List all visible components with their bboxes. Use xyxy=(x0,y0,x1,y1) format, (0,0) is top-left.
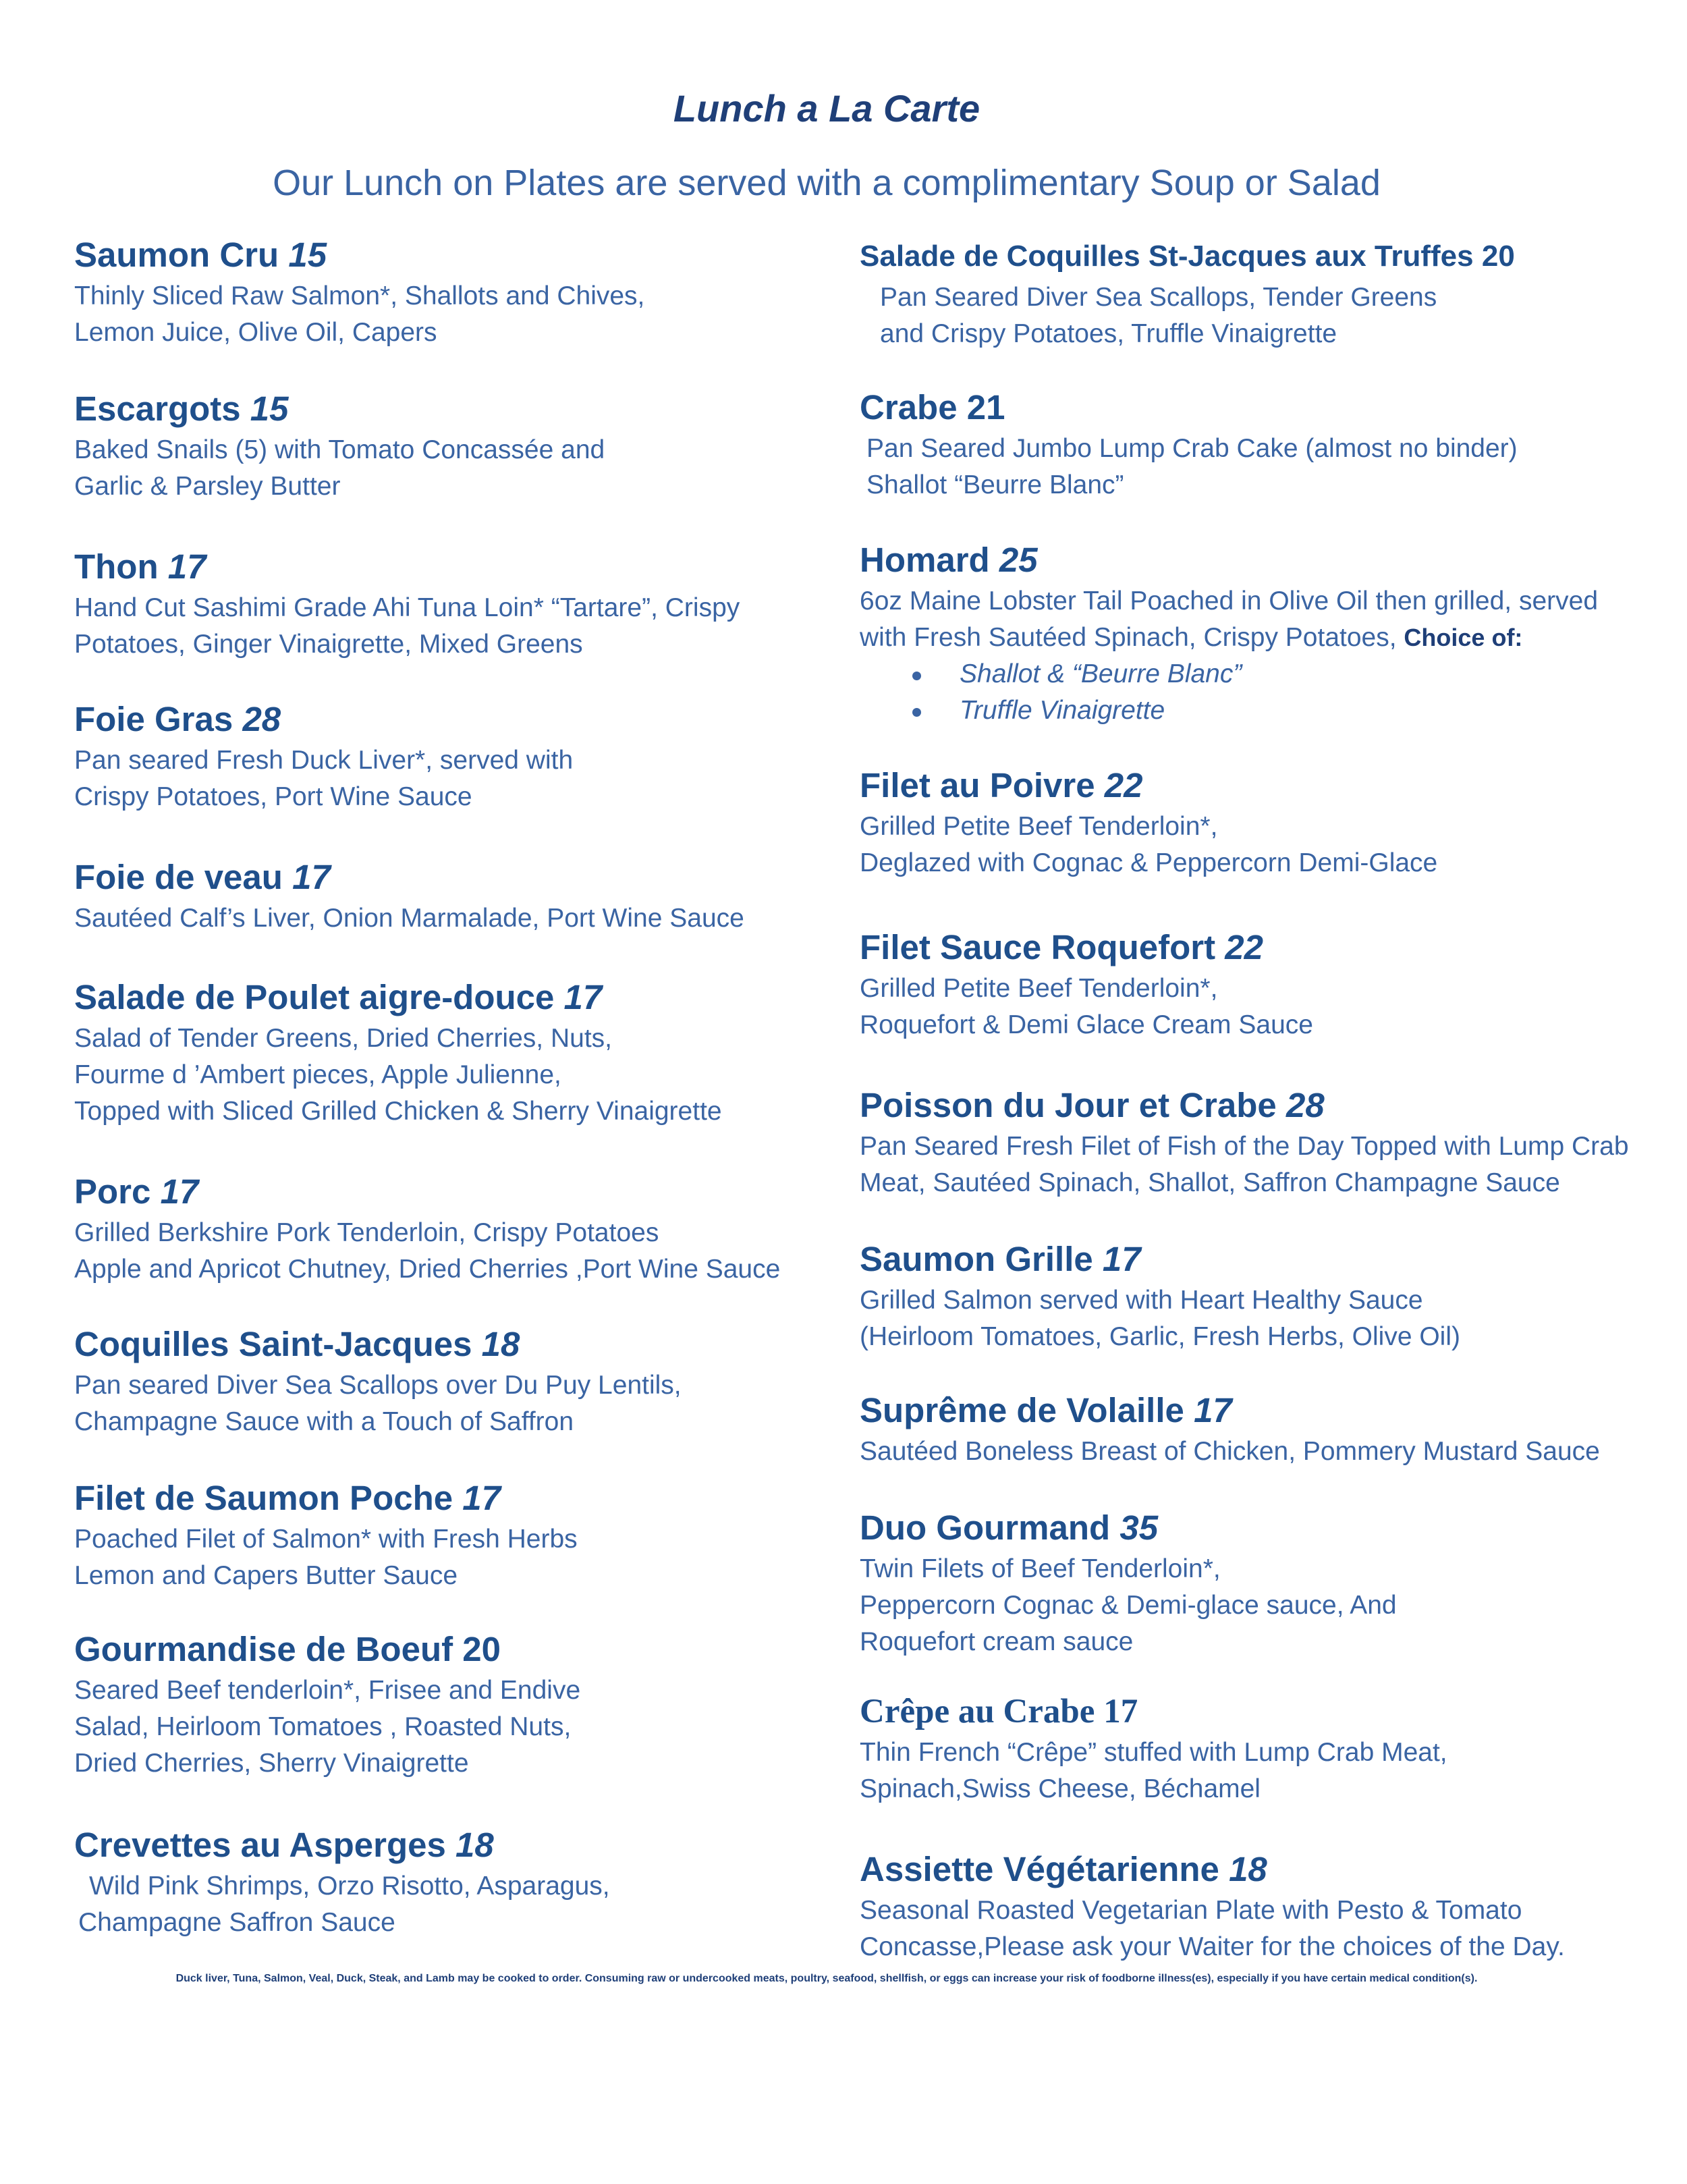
menu-item-filet-au-poivre xyxy=(860,763,1437,881)
choice-label: Choice of: xyxy=(1404,624,1523,651)
item-description-line: Baked Snails (5) with Tomato Concassée and xyxy=(74,435,605,464)
item-description-line: Grilled Berkshire Pork Tenderloin, Crispy Potatoes xyxy=(74,1218,659,1247)
item-price: 20 xyxy=(462,1630,501,1668)
item-description-line: Dried Cherries, Sherry Vinaigrette xyxy=(74,1749,469,1778)
item-name: Crabe xyxy=(860,388,958,427)
item-price: 15 xyxy=(250,389,289,428)
item-description-line: Champagne Sauce with a Touch of Saffron xyxy=(74,1407,574,1436)
disclaimer: Duck liver, Tuna, Salmon, Veal, Duck, Steak, and Lamb may be cooked to order. Consuming raw or undercooked meats, poultry, seafood, shellfish, or eggs can increase your risk of foodborne illness(es), especially if you have certain medical condition(s). xyxy=(175,1973,1478,1984)
item-description-line: Sautéed Boneless Breast of Chicken, Pommery Mustard Sauce xyxy=(860,1437,1600,1466)
item-description-line: and Crispy Potatoes, Truffle Vinaigrette xyxy=(880,319,1337,348)
item-description-line: Twin Filets of Beef Tenderloin*, xyxy=(860,1554,1221,1583)
item-description-line: Thinly Sliced Raw Salmon*, Shallots and Chives, xyxy=(74,281,645,310)
item-price: 28 xyxy=(242,700,281,738)
bullet-icon xyxy=(912,708,921,717)
item-name: Filet de Saumon Poche xyxy=(74,1479,453,1517)
item-price: 20 xyxy=(1481,240,1515,273)
item-price: 17 xyxy=(1194,1391,1232,1429)
menu-item-filet-sauce-roquefort xyxy=(860,925,1313,1043)
menu-item-crepe-au-crabe xyxy=(860,1689,1447,1807)
item-name: Suprême de Volaille xyxy=(860,1391,1184,1429)
menu-item-assiette-vegetarienne xyxy=(860,1847,1565,1965)
menu-item-salade-de-coquilles xyxy=(860,234,1515,352)
item-description-line: Roquefort & Demi Glace Cream Sauce xyxy=(860,1010,1313,1039)
item-description-line: Fourme d ’Ambert pieces, Apple Julienne, xyxy=(74,1060,561,1089)
menu-item-foie-de-veau xyxy=(74,854,744,937)
item-description-line: with Fresh Sautéed Spinach, Crispy Potatoes, xyxy=(860,623,1397,652)
item-description-line: Peppercorn Cognac & Demi-glace sauce, And xyxy=(860,1591,1397,1620)
page-title: Lunch a La Carte xyxy=(673,87,980,130)
item-description-line: Potatoes, Ginger Vinaigrette, Mixed Greens xyxy=(74,630,583,659)
item-price: 17 xyxy=(167,547,206,586)
item-name: Thon xyxy=(74,547,159,586)
item-description-line: Garlic & Parsley Butter xyxy=(74,472,341,501)
item-description-line: Pan seared Diver Sea Scallops over Du Puy Lentils, xyxy=(74,1371,682,1400)
item-description-line: Crispy Potatoes, Port Wine Sauce xyxy=(74,782,472,811)
menu-item-poisson-du-jour xyxy=(860,1083,1629,1201)
item-name: Filet Sauce Roquefort xyxy=(860,928,1216,966)
item-description-line: Deglazed with Cognac & Peppercorn Demi-Glace xyxy=(860,848,1438,877)
item-price: 21 xyxy=(966,388,1005,427)
item-description-line: Champagne Saffron Sauce xyxy=(78,1908,395,1937)
item-name: Foie de veau xyxy=(74,858,283,896)
item-description-line: Grilled Petite Beef Tenderloin*, xyxy=(860,974,1218,1003)
list-item: Shallot & “Beurre Blanc” xyxy=(860,656,1598,692)
item-name: Assiette Végétarienne xyxy=(860,1850,1219,1888)
item-price: 18 xyxy=(481,1325,520,1363)
item-description-line: Salad, Heirloom Tomatoes , Roasted Nuts, xyxy=(74,1712,572,1741)
item-name: Gourmandise de Boeuf xyxy=(74,1630,453,1668)
item-description-line: Apple and Apricot Chutney, Dried Cherries ,Port Wine Sauce xyxy=(74,1255,781,1284)
menu-item-saumon-grille xyxy=(860,1236,1460,1355)
bullet-icon xyxy=(912,672,921,680)
item-price: 17 xyxy=(563,978,603,1016)
item-price: 17 xyxy=(462,1479,501,1517)
item-description-line: Thin French “Crêpe” stuffed with Lump Crab Meat, xyxy=(860,1738,1447,1767)
item-name: Filet au Poivre xyxy=(860,766,1095,804)
item-description-line: Topped with Sliced Grilled Chicken & Sherry Vinaigrette xyxy=(74,1097,722,1126)
item-price: 35 xyxy=(1119,1508,1159,1547)
item-description-line: Salad of Tender Greens, Dried Cherries, Nuts, xyxy=(74,1024,612,1053)
item-name: Crêpe au Crabe xyxy=(860,1693,1095,1730)
item-description-line: Roquefort cream sauce xyxy=(860,1627,1134,1656)
item-description-line: Hand Cut Sashimi Grade Ahi Tuna Loin* “Tartare”, Crispy xyxy=(74,593,740,622)
item-name: Porc xyxy=(74,1172,151,1211)
page-subtitle: Our Lunch on Plates are served with a complimentary Soup or Salad xyxy=(273,163,1381,203)
item-description-line: Poached Filet of Salmon* with Fresh Herbs xyxy=(74,1525,578,1554)
menu-item-crabe xyxy=(860,385,1518,503)
item-description-line: Wild Pink Shrimps, Orzo Risotto, Asparagus, xyxy=(89,1872,610,1901)
item-name: Coquilles Saint-Jacques xyxy=(74,1325,472,1363)
item-price: 17 xyxy=(160,1172,199,1211)
item-price: 25 xyxy=(999,541,1038,579)
item-description-line: Spinach,Swiss Cheese, Béchamel xyxy=(860,1774,1261,1803)
menu-item-gourmandise-de-boeuf xyxy=(74,1627,580,1782)
item-name: Poisson du Jour et Crabe xyxy=(860,1086,1277,1124)
item-name: Homard xyxy=(860,541,990,579)
menu-item-thon xyxy=(74,544,740,663)
item-price: 17 xyxy=(1103,1693,1138,1730)
item-price: 15 xyxy=(288,236,327,274)
item-description-line: Pan Seared Jumbo Lump Crab Cake (almost no binder) xyxy=(866,434,1518,463)
item-description-line: Concasse,Please ask your Waiter for the choices of the Day. xyxy=(860,1932,1565,1961)
item-description-line: Pan Seared Diver Sea Scallops, Tender Greens xyxy=(880,283,1437,312)
item-description-line: (Heirloom Tomatoes, Garlic, Fresh Herbs, Olive Oil) xyxy=(860,1322,1460,1351)
item-name: Saumon Grille xyxy=(860,1240,1093,1278)
item-price: 28 xyxy=(1285,1086,1325,1124)
item-description-line: Shallot “Beurre Blanc” xyxy=(866,470,1124,499)
item-price: 17 xyxy=(292,858,331,896)
menu-item-porc xyxy=(74,1169,780,1288)
item-name: Duo Gourmand xyxy=(860,1508,1111,1547)
menu-item-homard xyxy=(860,537,1598,729)
item-name: Saumon Cru xyxy=(74,236,279,274)
options-list xyxy=(860,656,1598,729)
item-name: Crevettes au Asperges xyxy=(74,1826,446,1864)
menu-item-saumon-cru xyxy=(74,232,644,351)
item-description-line: Lemon and Capers Butter Sauce xyxy=(74,1561,458,1590)
item-price: 18 xyxy=(1229,1850,1267,1888)
menu-item-foie-gras xyxy=(74,697,573,815)
item-description-line: Pan seared Fresh Duck Liver*, served with xyxy=(74,746,574,775)
item-description-line: Grilled Petite Beef Tenderloin*, xyxy=(860,812,1218,841)
item-price: 17 xyxy=(1102,1240,1141,1278)
item-price: 18 xyxy=(455,1826,494,1864)
menu-item-supreme-de-volaille xyxy=(860,1388,1600,1470)
menu-item-duo-gourmand xyxy=(860,1505,1397,1660)
menu-item-crevettes-au-asperges xyxy=(74,1822,610,1941)
menu-item-filet-de-saumon-poche xyxy=(74,1475,578,1594)
item-price: 22 xyxy=(1104,766,1143,804)
item-name: Salade de Poulet aigre-douce xyxy=(74,978,555,1016)
item-description-line: Pan Seared Fresh Filet of Fish of the Day Topped with Lump Crab xyxy=(860,1132,1629,1161)
menu-item-salade-de-poulet xyxy=(74,975,722,1130)
item-description-line: Meat, Sautéed Spinach, Shallot, Saffron Champagne Sauce xyxy=(860,1168,1560,1197)
item-price: 22 xyxy=(1225,928,1263,966)
item-description-line: Seasonal Roasted Vegetarian Plate with Pesto & Tomato xyxy=(860,1896,1522,1925)
item-description-line: Lemon Juice, Olive Oil, Capers xyxy=(74,318,437,347)
menu-item-escargots xyxy=(74,386,605,505)
item-description-line: 6oz Maine Lobster Tail Poached in Olive Oil then grilled, served xyxy=(860,586,1599,616)
item-name: Foie Gras xyxy=(74,700,233,738)
list-item: Truffle Vinaigrette xyxy=(860,692,1598,729)
item-name: Escargots xyxy=(74,389,241,428)
item-name: Salade de Coquilles St-Jacques aux Truffes xyxy=(860,240,1474,273)
menu-item-coquilles-saint-jacques xyxy=(74,1321,682,1440)
item-description-line: Sautéed Calf’s Liver, Onion Marmalade, Port Wine Sauce xyxy=(74,904,744,933)
item-description-line: Seared Beef tenderloin*, Frisee and Endive xyxy=(74,1676,581,1705)
item-description-line: Grilled Salmon served with Heart Healthy Sauce xyxy=(860,1286,1423,1315)
